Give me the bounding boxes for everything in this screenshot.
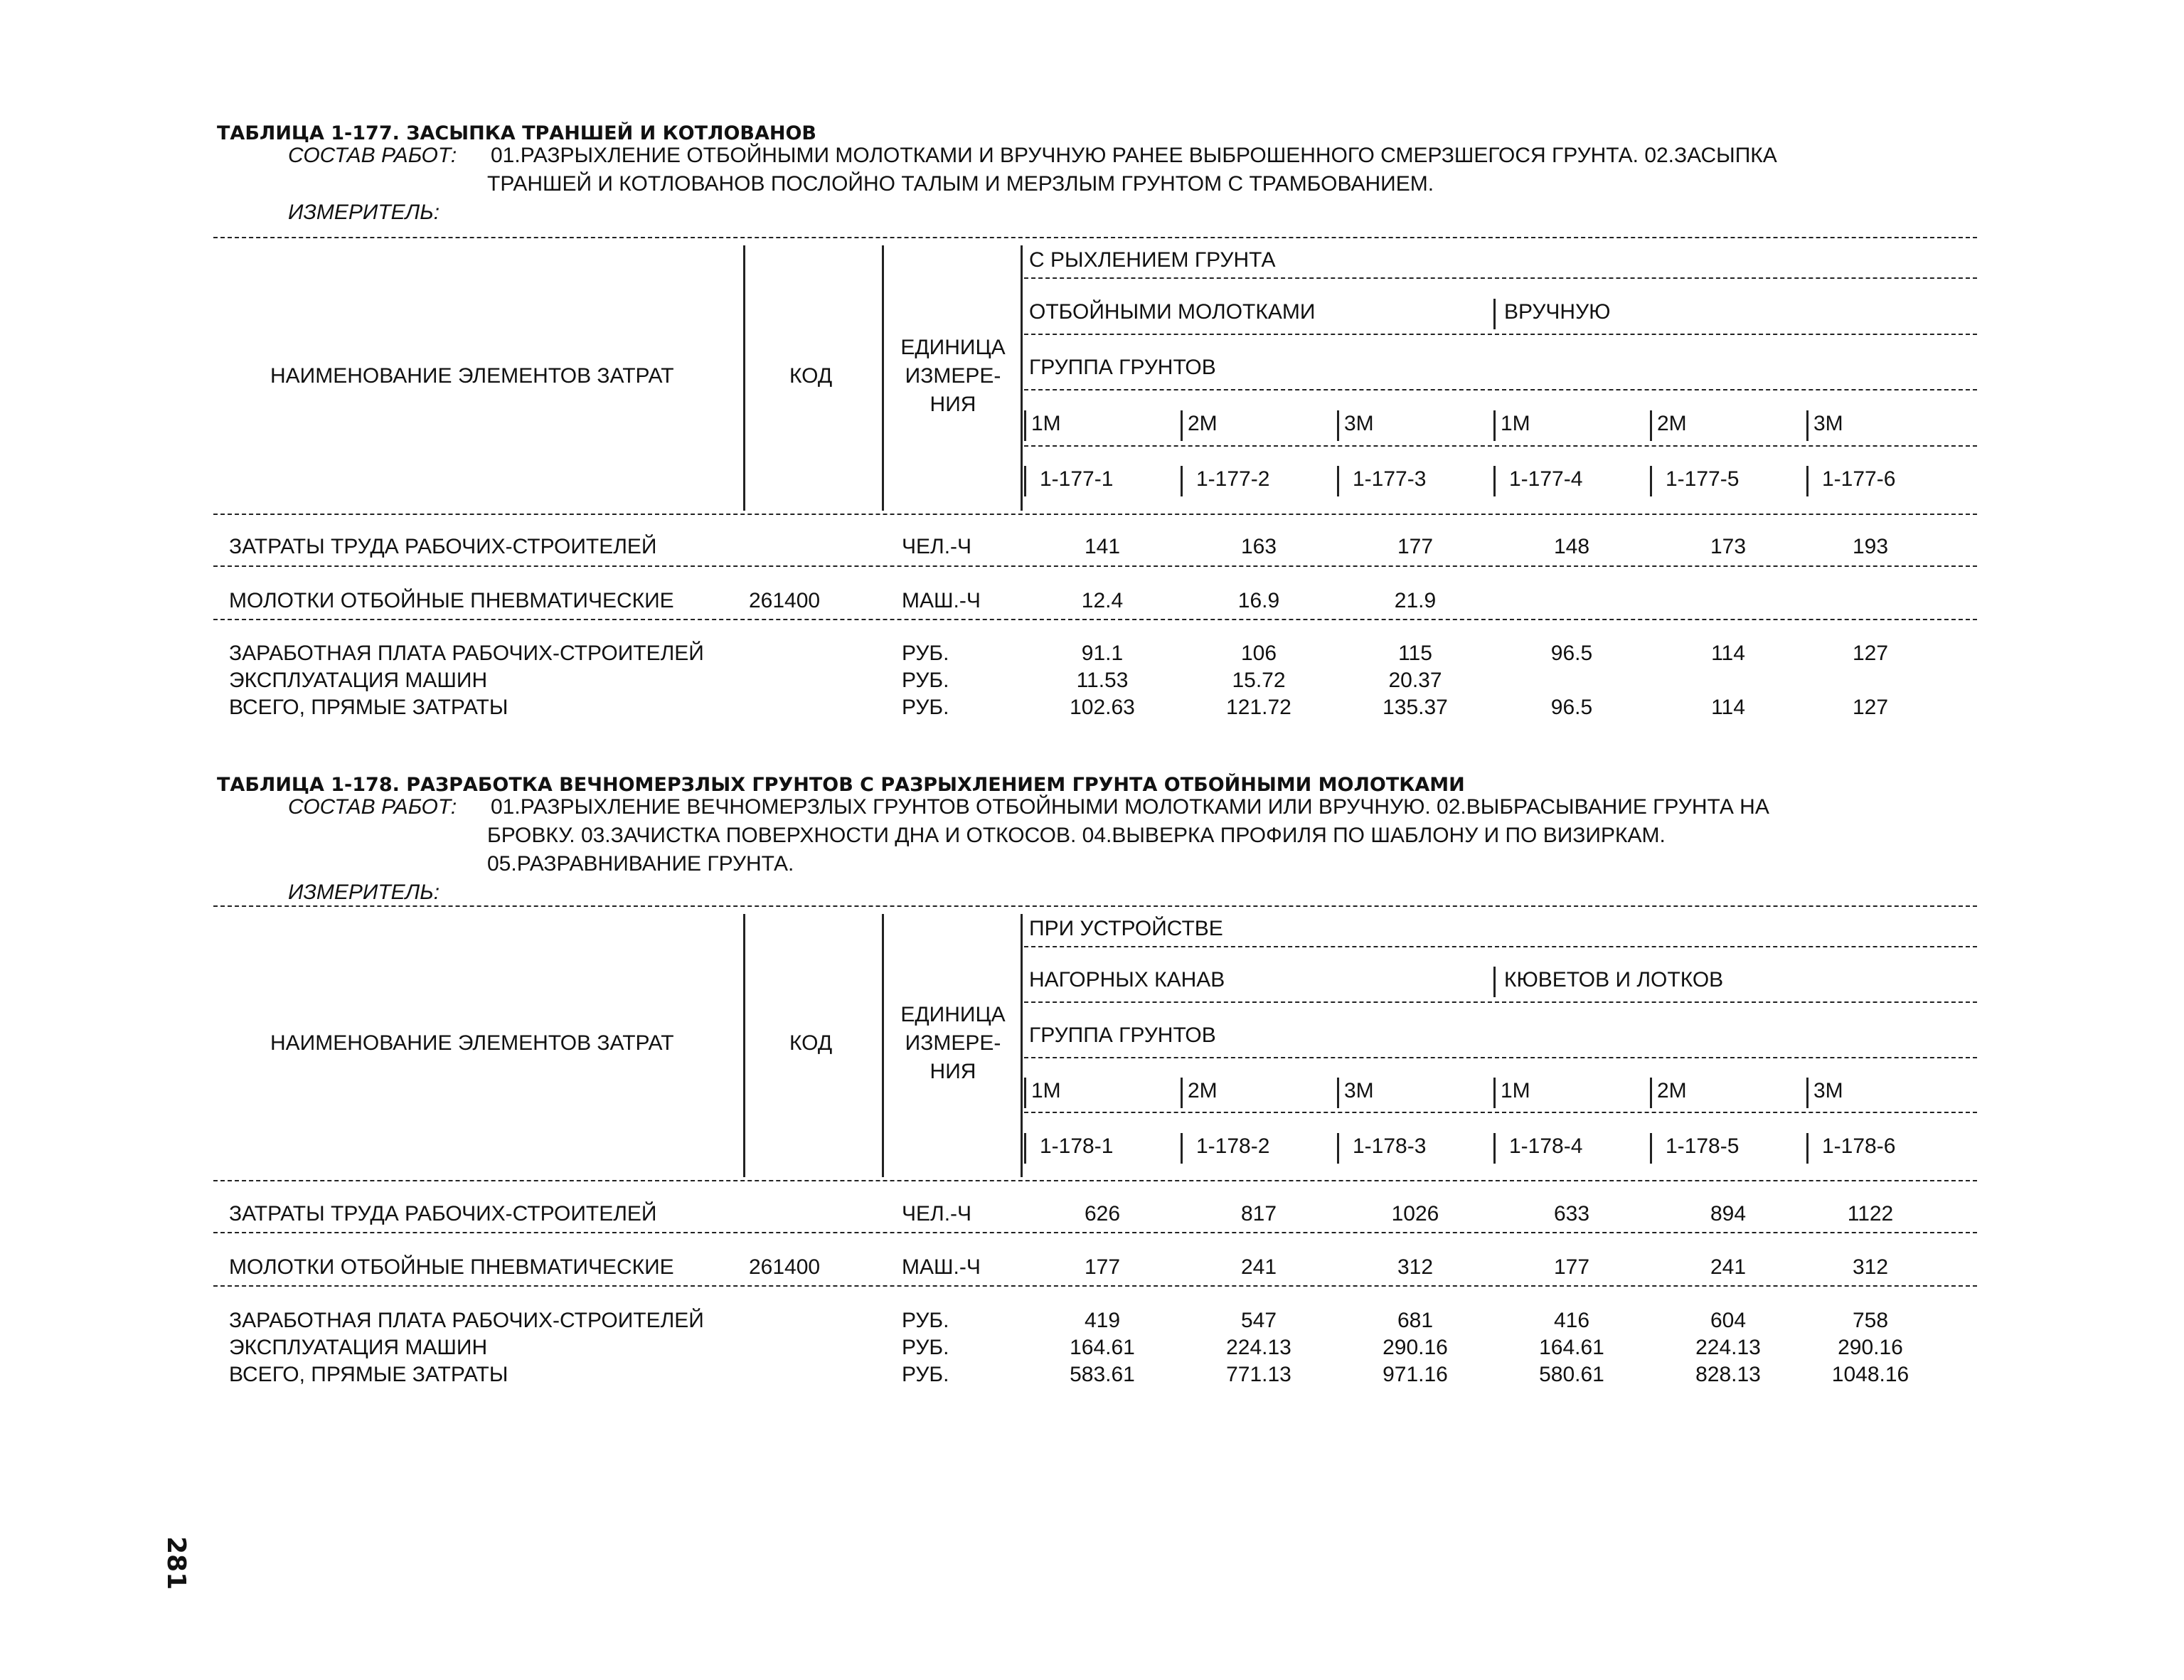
table-title: ТАБЛИЦА 1-178. РАЗРАБОТКА ВЕЧНОМЕРЗЛЫХ ГРУНТОВ С РАЗРЫХЛЕНИЕМ ГРУНТА ОТБОЙНЫМИ МОЛОТКАМИ [217,774,1465,796]
row-unit: РУБ. [902,1309,949,1332]
soil-column-header: 3М [1344,411,1374,435]
column-separator [1493,410,1496,441]
column-separator [1024,1078,1026,1108]
column-separator [1021,245,1023,511]
row-value: 224.13 [1695,1336,1761,1359]
row-value: 894 [1710,1202,1747,1226]
unit-column-header: ИЗМЕРЕ- [905,1031,1001,1055]
rate-code: 1-178-3 [1353,1134,1427,1158]
column-separator [1024,410,1026,441]
row-value: 177 [1553,1255,1590,1279]
group-top-header: С РЫХЛЕНИЕМ ГРУНТА [1029,248,1276,272]
row-value: 312 [1852,1255,1889,1279]
dashed-divider [1024,389,1977,390]
soil-column-header: 1М [1031,1078,1061,1102]
row-group-divider [213,565,1977,567]
column-separator [1181,466,1183,496]
row-value: 177 [1397,535,1434,558]
row-value: 771.13 [1226,1363,1291,1386]
measure-label: ИЗМЕРИТЕЛЬ: [288,881,440,904]
row-label: МОЛОТКИ ОТБОЙНЫЕ ПНЕВМАТИЧЕСКИЕ [229,589,674,612]
rate-code: 1-177-3 [1353,467,1427,491]
row-label: ВСЕГО, ПРЯМЫЕ ЗАТРАТЫ [229,1363,508,1386]
column-separator [1493,466,1496,496]
row-value: 758 [1852,1309,1889,1332]
subgroup-left-header: ОТБОЙНЫМИ МОЛОТКАМИ [1029,299,1316,324]
dashed-divider [1024,277,1977,279]
row-code: 261400 [749,1255,821,1279]
page-number: 281 [161,1536,191,1590]
dashed-divider [1024,946,1977,947]
row-value: 193 [1852,535,1889,558]
column-separator [1024,1133,1026,1164]
rate-code: 1-178-6 [1822,1134,1896,1158]
row-value: 15.72 [1232,669,1286,692]
soil-column-header: 1М [1501,411,1530,435]
name-column-header: НАИМЕНОВАНИЕ ЭЛЕМЕНТОВ ЗАТРАТ [270,363,674,388]
row-label: ЭКСПЛУАТАЦИЯ МАШИН [229,669,488,692]
row-value: 12.4 [1081,589,1124,612]
soil-column-header: 2М [1657,1078,1687,1102]
row-group-divider [213,1285,1977,1287]
row-unit: РУБ. [902,669,949,692]
row-unit: МАШ.-Ч [902,589,981,612]
row-value: 583.61 [1070,1363,1135,1386]
rate-code: 1-178-4 [1509,1134,1583,1158]
column-separator [1337,410,1339,441]
row-value: 580.61 [1539,1363,1604,1386]
row-value: 164.61 [1539,1336,1604,1359]
row-label: МОЛОТКИ ОТБОЙНЫЕ ПНЕВМАТИЧЕСКИЕ [229,1255,674,1279]
row-unit: МАШ.-Ч [902,1255,981,1279]
composition-line: 05.РАЗРАВНИВАНИЕ ГРУНТА. [487,852,794,876]
dashed-divider [1024,334,1977,335]
rate-code: 1-177-5 [1666,467,1740,491]
row-value: 416 [1553,1309,1590,1332]
rate-code: 1-177-2 [1196,467,1270,491]
row-value: 135.37 [1383,696,1448,719]
column-separator [1337,466,1339,496]
row-value: 163 [1240,535,1277,558]
row-value: 127 [1852,642,1889,665]
column-separator [1181,1078,1183,1108]
row-label: ЗАТРАТЫ ТРУДА РАБОЧИХ-СТРОИТЕЛЕЙ [229,1202,657,1226]
subgroup-right-header: ВРУЧНУЮ [1504,299,1611,324]
row-value: 177 [1084,1255,1121,1279]
row-value: 173 [1710,535,1747,558]
row-value: 817 [1240,1202,1277,1226]
row-value: 971.16 [1383,1363,1448,1386]
header-bottom-divider [213,1180,1977,1181]
unit-column-header: НИЯ [929,1060,976,1083]
row-value: 114 [1711,696,1745,719]
row-value: 547 [1240,1309,1277,1332]
row-value: 164.61 [1070,1336,1135,1359]
soil-column-header: 2М [1188,411,1218,435]
row-label: ЗАРАБОТНАЯ ПЛАТА РАБОЧИХ-СТРОИТЕЛЕЙ [229,1309,704,1332]
soil-group-header: ГРУППА ГРУНТОВ [1029,356,1216,380]
column-separator [1337,1078,1339,1108]
soil-group-header: ГРУППА ГРУНТОВ [1029,1023,1216,1047]
row-value: 102.63 [1070,696,1135,719]
row-value: 290.16 [1383,1336,1448,1359]
unit-column-header: ИЗМЕРЕ- [905,363,1001,388]
row-value: 1122 [1847,1202,1894,1226]
rate-code: 1-178-1 [1040,1134,1114,1158]
composition-label: СОСТАВ РАБОТ: [288,144,457,167]
row-value: 604 [1710,1309,1747,1332]
column-separator [1181,1133,1183,1164]
row-value: 828.13 [1695,1363,1761,1386]
row-label: ЗАТРАТЫ ТРУДА РАБОЧИХ-СТРОИТЕЛЕЙ [229,535,657,558]
row-value: 20.37 [1388,669,1442,692]
row-value: 106 [1240,642,1277,665]
row-label: ЭКСПЛУАТАЦИЯ МАШИН [229,1336,488,1359]
row-unit: РУБ. [902,1363,949,1386]
dashed-divider [1024,1057,1977,1058]
column-separator [743,914,745,1177]
row-value: 312 [1397,1255,1434,1279]
row-unit: ЧЕЛ.-Ч [902,1202,972,1226]
column-separator [1650,1078,1652,1108]
row-value: 290.16 [1838,1336,1903,1359]
row-unit: РУБ. [902,642,949,665]
group-top-header: ПРИ УСТРОЙСТВЕ [1029,917,1223,940]
row-value: 16.9 [1237,589,1280,612]
row-value: 241 [1240,1255,1277,1279]
column-separator [1806,466,1809,496]
row-unit: РУБ. [902,696,949,719]
column-separator [1493,1078,1496,1108]
dashed-divider [1024,1112,1977,1113]
dashed-divider [1024,1001,1977,1003]
row-code: 261400 [749,589,821,612]
row-value: 224.13 [1226,1336,1291,1359]
row-label: ВСЕГО, ПРЯМЫЕ ЗАТРАТЫ [229,696,508,719]
composition-line: 01.РАЗРЫХЛЕНИЕ ВЕЧНОМЕРЗЛЫХ ГРУНТОВ ОТБОЙНЫМИ МОЛОТКАМИ ИЛИ ВРУЧНУЮ. 02.ВЫБРАСЫВАНИЕ ГРУНТА НА [491,795,1769,819]
soil-column-header: 3М [1344,1078,1374,1102]
rate-code: 1-178-2 [1196,1134,1270,1158]
row-value: 633 [1553,1202,1590,1226]
header-top-divider [213,237,1977,238]
row-value: 121.72 [1226,696,1291,719]
soil-column-header: 3М [1813,411,1843,435]
row-value: 241 [1710,1255,1747,1279]
row-value: 419 [1084,1309,1121,1332]
code-column-header: КОД [789,1031,833,1055]
composition-label: СОСТАВ РАБОТ: [288,795,457,819]
column-separator [1806,1078,1809,1108]
column-separator [1650,466,1652,496]
row-value: 626 [1084,1202,1121,1226]
soil-column-header: 3М [1813,1078,1843,1102]
row-label: ЗАРАБОТНАЯ ПЛАТА РАБОЧИХ-СТРОИТЕЛЕЙ [229,642,704,665]
row-value: 1048.16 [1831,1363,1909,1386]
subgroup-left-header: НАГОРНЫХ КАНАВ [1029,967,1225,991]
unit-column-header: НИЯ [929,392,976,416]
composition-line: 01.РАЗРЫХЛЕНИЕ ОТБОЙНЫМИ МОЛОТКАМИ И ВРУЧНУЮ РАНЕЕ ВЫБРОШЕННОГО СМЕРЗШЕГОСЯ ГРУНТА. 02.ЗАСЫПКА [491,144,1777,167]
row-unit: РУБ. [902,1336,949,1359]
row-unit: ЧЕЛ.-Ч [902,535,972,558]
composition-line: БРОВКУ. 03.ЗАЧИСТКА ПОВЕРХНОСТИ ДНА И ОТКОСОВ. 04.ВЫВЕРКА ПРОФИЛЯ ПО ШАБЛОНУ И ПО ВИЗИРКАМ. [487,824,1666,847]
unit-column-header: ЕДИНИЦА [900,335,1006,359]
unit-column-header: ЕДИНИЦА [900,1003,1006,1026]
column-separator [1806,1133,1809,1164]
column-separator [743,245,745,511]
row-value: 115 [1398,642,1432,665]
column-separator [1181,410,1183,441]
soil-column-header: 1М [1031,411,1061,435]
name-column-header: НАИМЕНОВАНИЕ ЭЛЕМЕНТОВ ЗАТРАТ [270,1031,674,1055]
row-value: 91.1 [1081,642,1124,665]
column-separator [1493,967,1496,997]
row-value: 11.53 [1076,669,1129,692]
column-separator [882,245,884,511]
rate-code: 1-177-6 [1822,467,1896,491]
column-separator [882,914,884,1177]
table-title: ТАБЛИЦА 1-177. ЗАСЫПКА ТРАНШЕЙ И КОТЛОВАНОВ [217,122,817,144]
column-separator [1806,410,1809,441]
row-value: 148 [1553,535,1590,558]
column-separator [1493,1133,1496,1164]
header-top-divider [213,905,1977,907]
measure-label: ИЗМЕРИТЕЛЬ: [288,201,440,224]
row-value: 681 [1397,1309,1434,1332]
column-separator [1024,466,1026,496]
row-value: 21.9 [1394,589,1437,612]
row-value: 127 [1852,696,1889,719]
dashed-divider [1024,445,1977,447]
row-value: 114 [1711,642,1745,665]
column-separator [1650,410,1652,441]
row-group-divider [213,619,1977,620]
column-separator [1337,1133,1339,1164]
row-value: 96.5 [1550,696,1593,719]
rate-code: 1-177-1 [1040,467,1114,491]
rate-code: 1-177-4 [1509,467,1583,491]
row-group-divider [213,1232,1977,1233]
subgroup-right-header: КЮВЕТОВ И ЛОТКОВ [1504,967,1724,991]
composition-line: ТРАНШЕЙ И КОТЛОВАНОВ ПОСЛОЙНО ТАЛЫМ И МЕРЗЛЫМ ГРУНТОМ С ТРАМБОВАНИЕМ. [487,172,1434,196]
header-bottom-divider [213,514,1977,515]
row-value: 141 [1084,535,1121,558]
row-value: 96.5 [1550,642,1593,665]
soil-column-header: 2М [1657,411,1687,435]
column-separator [1493,299,1496,329]
column-separator [1650,1133,1652,1164]
rate-code: 1-178-5 [1666,1134,1740,1158]
soil-column-header: 1М [1501,1078,1530,1102]
code-column-header: КОД [789,363,833,388]
row-value: 1026 [1391,1202,1439,1226]
soil-column-header: 2М [1188,1078,1218,1102]
column-separator [1021,914,1023,1177]
